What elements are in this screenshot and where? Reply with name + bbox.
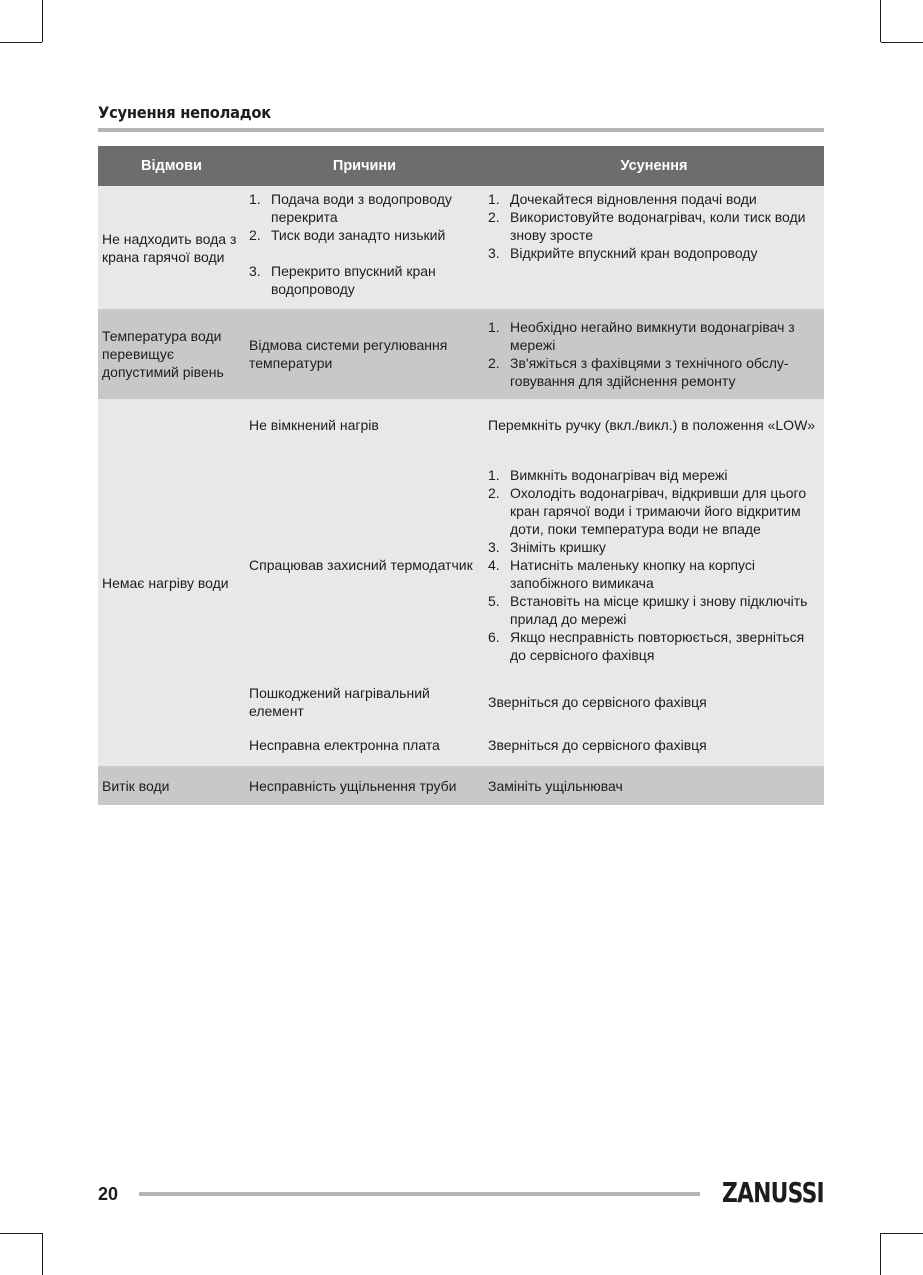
remedy-cell: Зверніться до сервісного фахівця: [484, 724, 824, 766]
list-item: 3. Відкрийте впускний кран водопроводу: [488, 245, 758, 261]
list-item: 6. Якщо несправність повторюється, зверніться до сервісного фахівця: [488, 629, 805, 663]
crop-mark: [880, 1233, 881, 1275]
list-item: 1. Подача води з водопроводу перекрита: [249, 191, 452, 225]
list-item: 2. Зв'яжіться з фахівцями з технічного обслу-говування для здійснення ремонту: [488, 355, 789, 389]
remedy-cell: [484, 186, 824, 309]
header-remedy: Усунення: [484, 146, 824, 186]
cause-cell: Відмова системи регулювання температури: [245, 309, 484, 399]
footer-divider: [139, 1192, 700, 1196]
remedy-cell: [484, 451, 824, 679]
list-item: 1. Необхідно негайно вимкнути водонагрівач з мережі: [488, 319, 795, 353]
title-divider: [98, 128, 824, 132]
crop-mark: [42, 0, 43, 42]
cause-cell: Спрацював захисний термодатчик: [245, 451, 484, 679]
list-item: 2. Використовуйте водонагрівач, коли тиск води знову зросте: [488, 209, 806, 243]
troubleshooting-table: [98, 146, 824, 805]
table-row: [98, 186, 824, 309]
crop-mark: [881, 1233, 923, 1234]
table-row: [98, 399, 824, 451]
cause-cell: Несправність ущільнення труби: [245, 766, 484, 805]
brand-logo: ZANUSSI: [722, 1176, 824, 1209]
list-item: 1. Дочекайтеся відновлення подачі води: [488, 191, 757, 207]
list-item: 2. Охолодіть водонагрівач, відкривши для цього кран гарячої води і тримаючи його відкритим доти, поки температура води не впаде: [488, 485, 807, 537]
header-cause: Причини: [245, 146, 484, 186]
table-row: [98, 766, 824, 805]
section-title: Усунення неполадок: [98, 103, 271, 122]
crop-mark: [880, 0, 881, 42]
remedy-cell: Зверніться до сервісного фахівця: [484, 679, 824, 724]
list-item: 4. Натисніть маленьку кнопку на корпусі запобіжного вимикача: [488, 557, 756, 591]
crop-mark: [0, 42, 42, 43]
cause-cell: Не вімкнений нагрів: [245, 399, 484, 451]
list-item: 3. Перекрито впускний кран водопроводу: [249, 263, 436, 297]
list-item: 3. Зніміть кришку: [488, 539, 606, 555]
fault-cell: Температура води перевищує допустимий рівень: [98, 309, 245, 399]
crop-mark: [42, 1233, 43, 1275]
page-number: 20: [98, 1184, 119, 1204]
cause-cell: [245, 186, 484, 309]
fault-cell: Витік води: [98, 766, 245, 805]
fault-cell: Не надходить вода з крана гарячої води: [98, 186, 245, 309]
crop-mark: [881, 42, 923, 43]
header-fault: Відмови: [98, 146, 245, 186]
crop-mark: [0, 1233, 42, 1234]
remedy-cell: [484, 309, 824, 399]
fault-cell: Немає нагріву води: [98, 399, 245, 766]
cause-cell: Пошкоджений нагрівальний елемент: [245, 679, 484, 724]
remedy-cell: Перемкніть ручку (вкл./викл.) в положення «LOW»: [484, 399, 824, 451]
list-item: 5. Встановіть на місце кришку і знову підключіть прилад до мережі: [488, 593, 808, 627]
remedy-cell: Замініть ущільнювач: [484, 766, 824, 805]
list-item: 2. Тиск води занадто низький: [249, 227, 446, 243]
table-row: [98, 309, 824, 399]
table-header-row: [98, 146, 824, 186]
cause-cell: Несправна електронна плата: [245, 724, 484, 766]
list-item: 1. Вимкніть водонагрівач від мережі: [488, 467, 728, 483]
